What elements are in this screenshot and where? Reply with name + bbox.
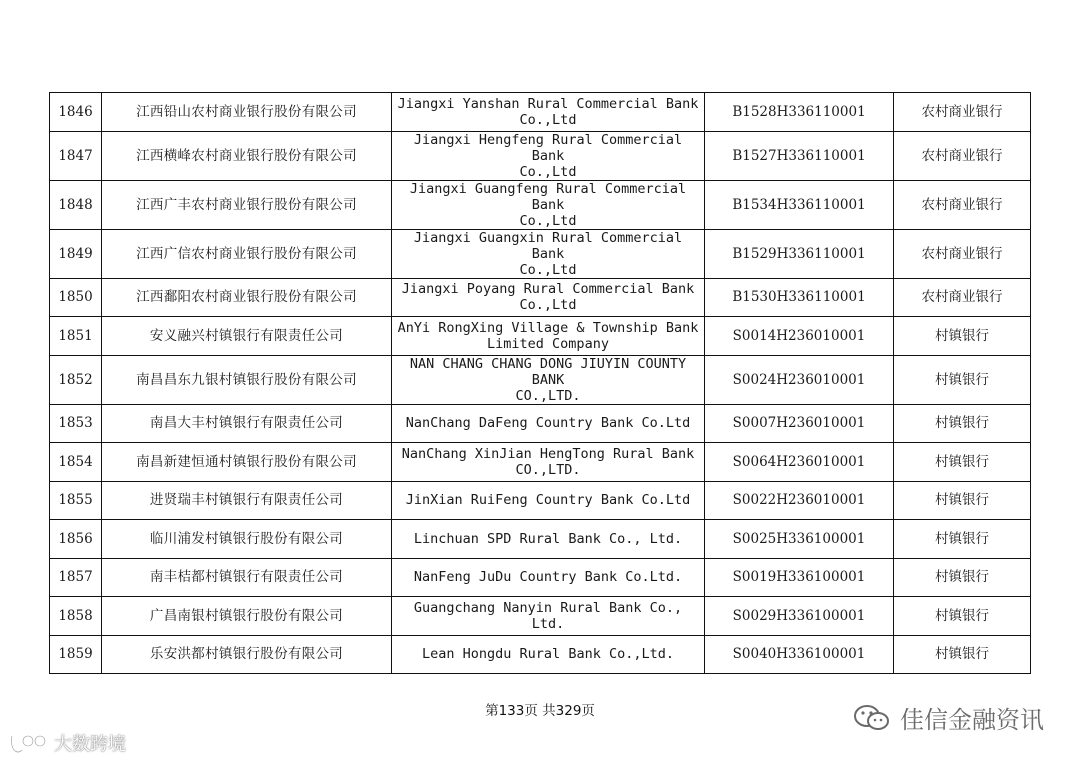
bank-name-chinese: 广昌南银村镇银行股份有限公司 <box>102 597 392 636</box>
table-row <box>50 558 1031 597</box>
bank-type: 村镇银行 <box>894 635 1031 674</box>
bank-name-chinese: 南昌新建恒通村镇银行股份有限公司 <box>102 443 392 482</box>
bank-type: 村镇银行 <box>894 317 1031 356</box>
bank-type: 村镇银行 <box>894 597 1031 636</box>
english-name-line-1: NanFeng JuDu Country Bank Co.Ltd. <box>413 569 683 586</box>
row-number: 1859 <box>50 635 102 674</box>
bank-type: 农村商业银行 <box>894 131 1031 180</box>
table-body <box>50 93 1031 674</box>
english-name-line-1: NanChang DaFeng Country Bank Co.Ltd <box>405 415 691 432</box>
table-row <box>50 635 1031 674</box>
watermark-right-text: 佳信金融资讯 <box>900 706 1044 734</box>
bank-name-english <box>392 278 705 317</box>
table-row <box>50 131 1031 180</box>
english-name-line-1: NanChang XinJian HengTong Rural Bank <box>401 445 695 462</box>
institution-code: B1534H336110001 <box>705 180 894 229</box>
table-row <box>50 229 1031 278</box>
table-row <box>50 180 1031 229</box>
bank-name-chinese: 江西铅山农村商业银行股份有限公司 <box>102 93 392 132</box>
english-name-line-1: AnYi RongXing Village & Township Bank <box>397 319 699 336</box>
bank-type: 村镇银行 <box>894 481 1031 520</box>
table-row <box>50 597 1031 636</box>
watermark-left-text: 大数跨境 <box>54 734 126 755</box>
row-number: 1853 <box>50 404 102 443</box>
bank-name-chinese: 临川浦发村镇银行股份有限公司 <box>102 520 392 559</box>
table-row <box>50 520 1031 559</box>
english-name-line-1: Jiangxi Guangfeng Rural Commercial Bank <box>409 180 687 213</box>
english-name-line-1: Jiangxi Yanshan Rural Commercial Bank <box>397 95 699 112</box>
institution-code: S0064H236010001 <box>705 443 894 482</box>
institution-code: B1528H336110001 <box>705 93 894 132</box>
bank-type: 村镇银行 <box>894 520 1031 559</box>
page-number: 第133页 共329页 <box>485 703 595 719</box>
bank-name-english <box>392 131 705 180</box>
bank-name-english <box>392 443 705 482</box>
bank-list-table <box>49 92 1031 674</box>
english-name-line-2: CO.,LTD. <box>515 461 581 478</box>
bank-type: 村镇银行 <box>894 355 1031 404</box>
english-name-line-1: Jiangxi Guangxin Rural Commercial Bank <box>413 229 683 262</box>
institution-code: S0024H236010001 <box>705 355 894 404</box>
institution-code: S0040H336100001 <box>705 635 894 674</box>
bank-type: 农村商业银行 <box>894 180 1031 229</box>
bank-name-chinese: 江西广丰农村商业银行股份有限公司 <box>102 180 392 229</box>
english-name-line-2: Limited Company <box>487 335 609 352</box>
bank-type: 农村商业银行 <box>894 278 1031 317</box>
bank-name-chinese: 江西横峰农村商业银行股份有限公司 <box>102 131 392 180</box>
english-name-line-1: NAN CHANG CHANG DONG JIUYIN COUNTY BANK <box>409 355 687 388</box>
row-number: 1847 <box>50 131 102 180</box>
watermark-right <box>852 700 1044 735</box>
bank-name-chinese: 南昌大丰村镇银行有限责任公司 <box>102 404 392 443</box>
bank-name-english <box>392 481 705 520</box>
brand-logo-icon <box>8 732 48 754</box>
watermark-left <box>8 730 126 756</box>
english-name-line-2: Co.,Ltd <box>519 212 577 229</box>
bank-name-chinese: 南昌昌东九银村镇银行股份有限公司 <box>102 355 392 404</box>
bank-name-chinese: 安义融兴村镇银行有限责任公司 <box>102 317 392 356</box>
table-row <box>50 355 1031 404</box>
row-number: 1850 <box>50 278 102 317</box>
institution-code: B1529H336110001 <box>705 229 894 278</box>
row-number: 1849 <box>50 229 102 278</box>
row-number: 1848 <box>50 180 102 229</box>
bank-name-english <box>392 558 705 597</box>
bank-name-english <box>392 404 705 443</box>
row-number: 1854 <box>50 443 102 482</box>
row-number: 1857 <box>50 558 102 597</box>
bank-name-english <box>392 180 705 229</box>
english-name-line-2: Co.,Ltd <box>519 111 577 128</box>
bank-name-english <box>392 93 705 132</box>
english-name-line-1: Guangchang Nanyin Rural Bank Co., Ltd. <box>413 599 683 632</box>
wechat-icon <box>852 703 892 733</box>
institution-code: B1527H336110001 <box>705 131 894 180</box>
english-name-line-2: Co.,Ltd <box>519 261 577 278</box>
bank-name-english <box>392 520 705 559</box>
row-number: 1851 <box>50 317 102 356</box>
english-name-line-2: Co.,Ltd <box>519 163 577 180</box>
institution-code: S0025H336100001 <box>705 520 894 559</box>
bank-name-english <box>392 635 705 674</box>
row-number: 1858 <box>50 597 102 636</box>
bank-name-chinese: 进贤瑞丰村镇银行有限责任公司 <box>102 481 392 520</box>
table-row <box>50 481 1031 520</box>
table-row <box>50 278 1031 317</box>
english-name-line-1: Lean Hongdu Rural Bank Co.,Ltd. <box>422 646 674 663</box>
english-name-line-1: Jiangxi Poyang Rural Commercial Bank <box>401 281 695 298</box>
bank-type: 村镇银行 <box>894 404 1031 443</box>
institution-code: S0029H336100001 <box>705 597 894 636</box>
table-row <box>50 443 1031 482</box>
row-number: 1846 <box>50 93 102 132</box>
bank-type: 村镇银行 <box>894 443 1031 482</box>
bank-name-chinese: 江西鄱阳农村商业银行股份有限公司 <box>102 278 392 317</box>
table-row <box>50 404 1031 443</box>
institution-code: S0019H336100001 <box>705 558 894 597</box>
row-number: 1856 <box>50 520 102 559</box>
row-number: 1855 <box>50 481 102 520</box>
bank-name-english <box>392 317 705 356</box>
english-name-line-2: CO.,LTD. <box>515 387 581 404</box>
institution-code: S0007H236010001 <box>705 404 894 443</box>
english-name-line-2: Co.,Ltd <box>519 297 577 314</box>
bank-name-chinese: 南丰桔都村镇银行有限责任公司 <box>102 558 392 597</box>
bank-name-english <box>392 355 705 404</box>
english-name-line-1: Linchuan SPD Rural Bank Co., Ltd. <box>413 530 683 547</box>
table-row <box>50 317 1031 356</box>
bank-name-chinese: 江西广信农村商业银行股份有限公司 <box>102 229 392 278</box>
english-name-line-1: JinXian RuiFeng Country Bank Co.Ltd <box>405 492 691 509</box>
bank-type: 农村商业银行 <box>894 229 1031 278</box>
table-row <box>50 93 1031 132</box>
institution-code: B1530H336110001 <box>705 278 894 317</box>
institution-code: S0022H236010001 <box>705 481 894 520</box>
bank-name-english <box>392 597 705 636</box>
bank-name-english <box>392 229 705 278</box>
english-name-line-1: Jiangxi Hengfeng Rural Commercial Bank <box>413 131 683 164</box>
bank-type: 农村商业银行 <box>894 93 1031 132</box>
row-number: 1852 <box>50 355 102 404</box>
bank-type: 村镇银行 <box>894 558 1031 597</box>
bank-name-chinese: 乐安洪都村镇银行股份有限公司 <box>102 635 392 674</box>
institution-code: S0014H236010001 <box>705 317 894 356</box>
